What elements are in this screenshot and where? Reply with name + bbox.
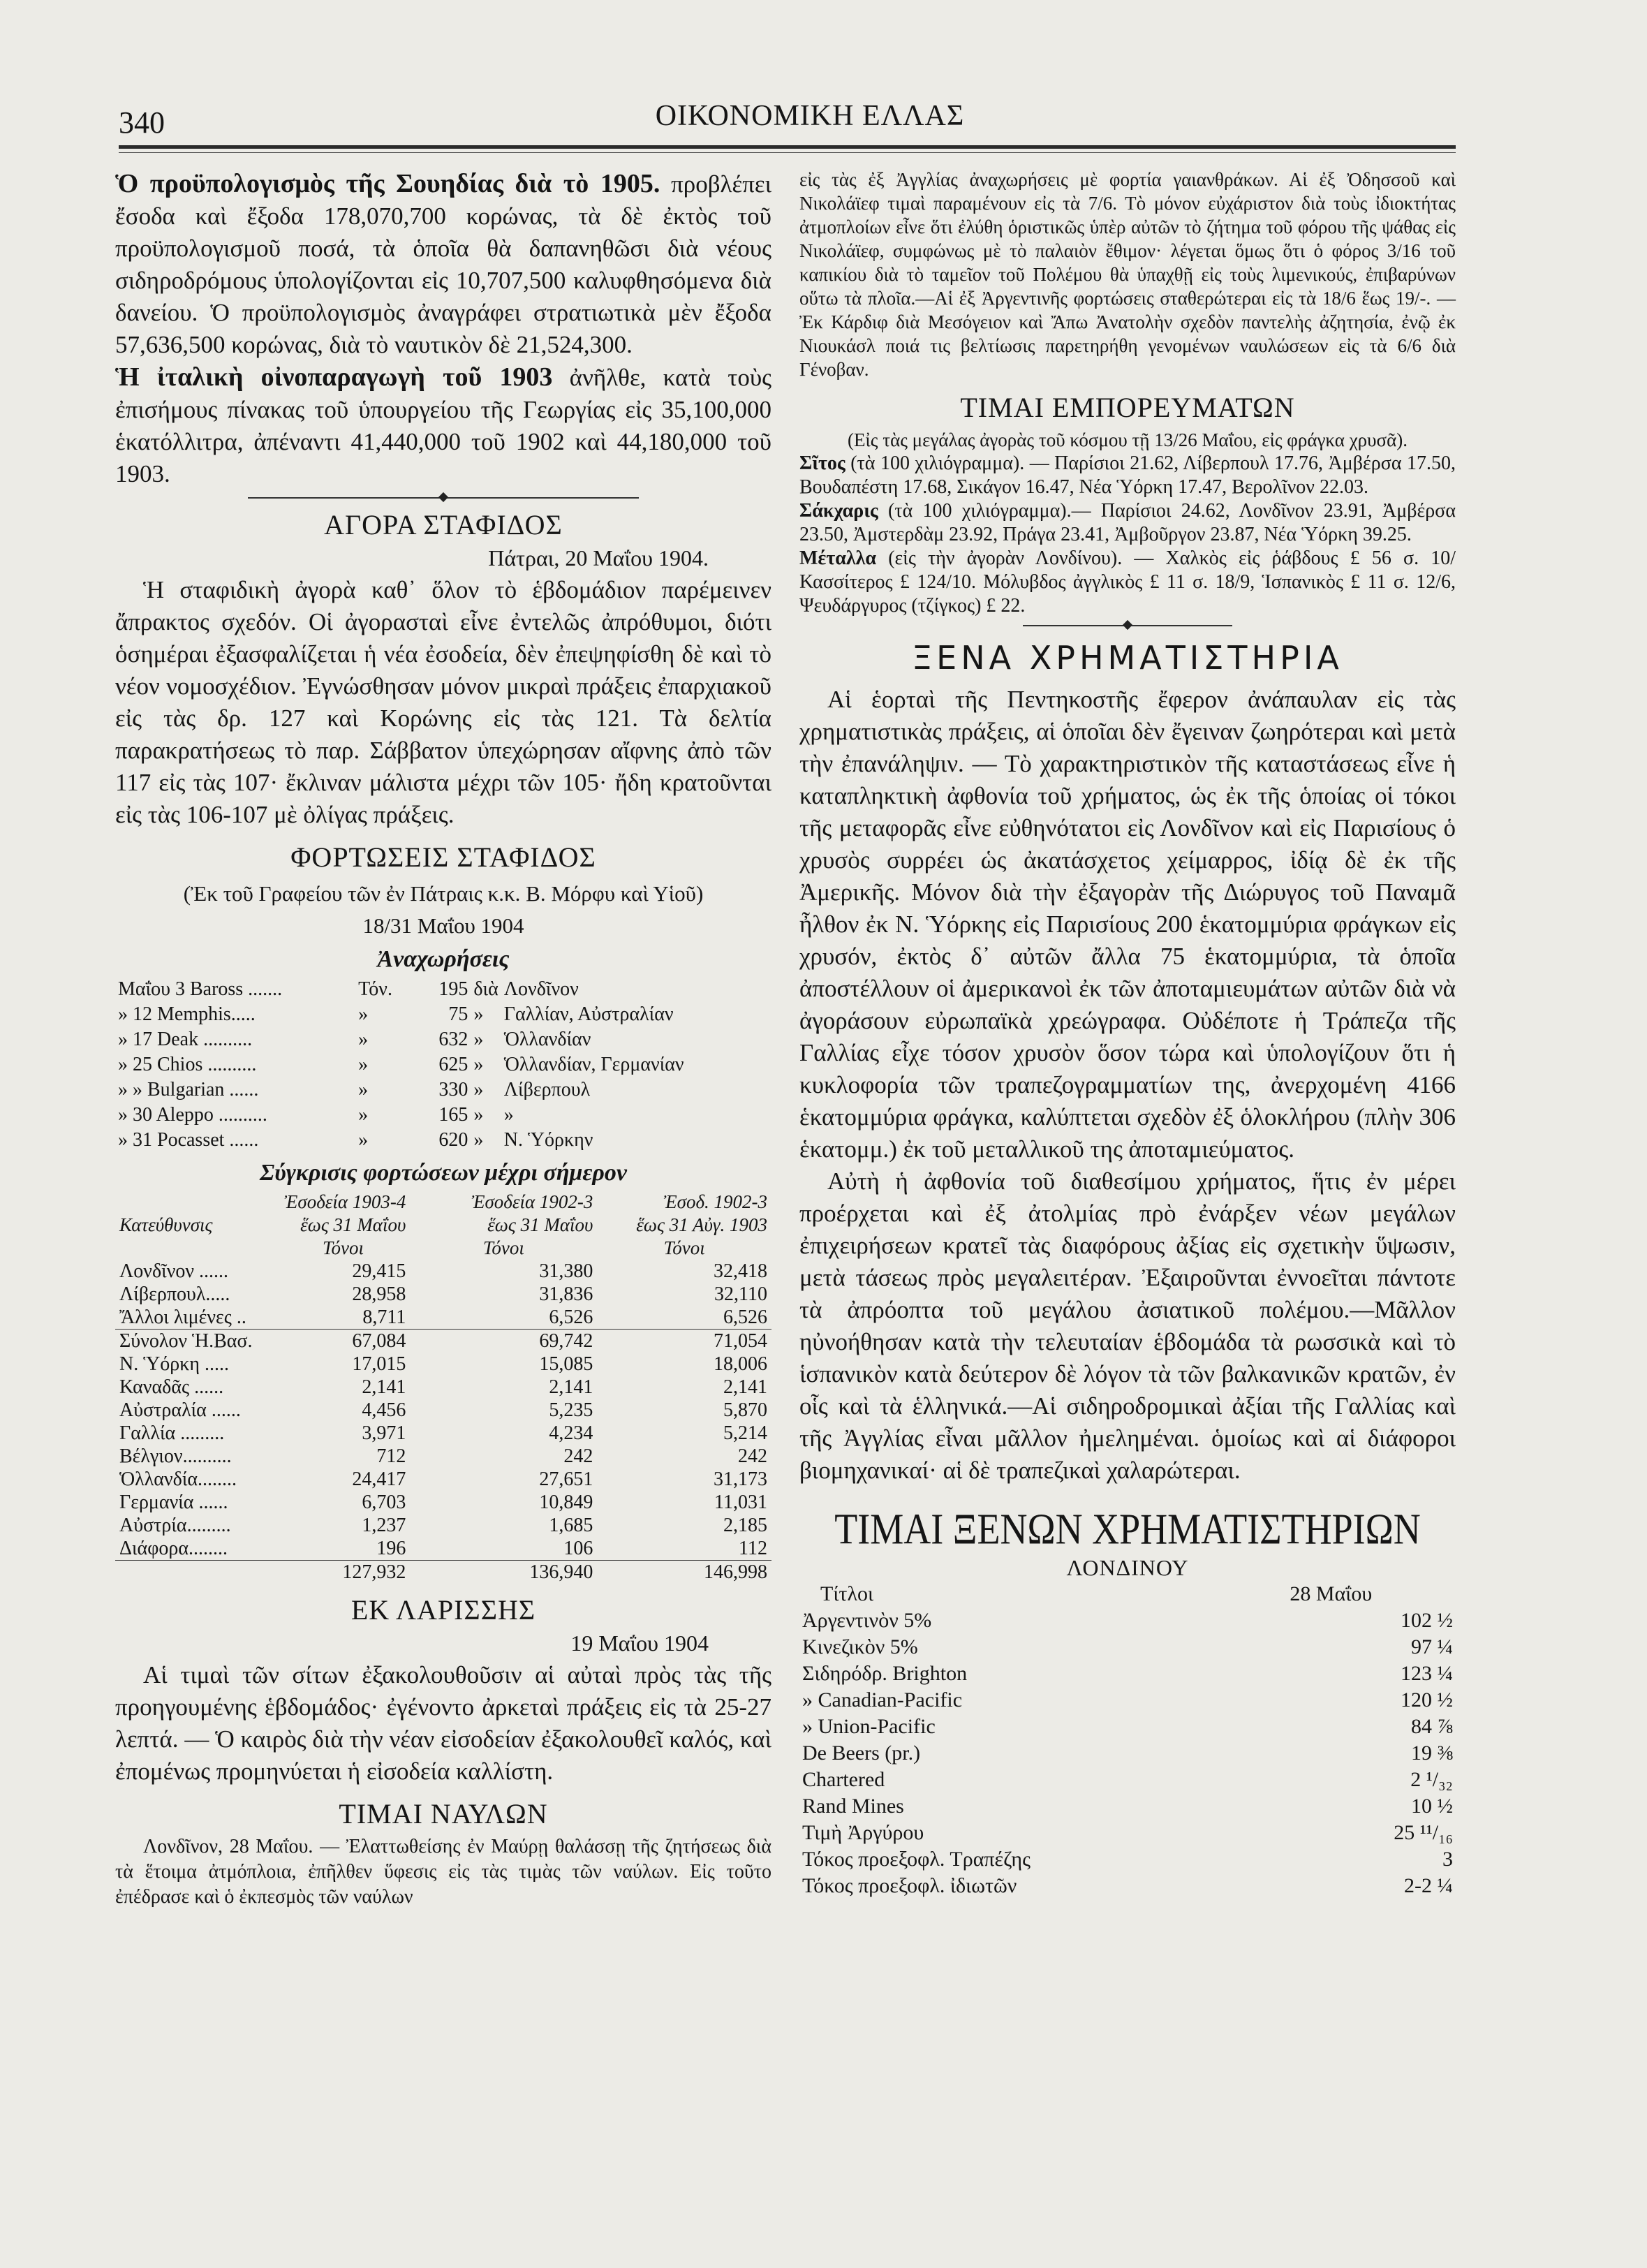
departure-via: »	[473, 1003, 484, 1025]
security-price: 120 ½	[1401, 1688, 1453, 1711]
foreign-price-row	[799, 1793, 1456, 1820]
comparison-total: 127,932	[276, 1561, 411, 1584]
comparison-total-row	[115, 1561, 771, 1584]
comparison-value: 18,006	[714, 1353, 767, 1375]
departure-ship: » 30 Aleppo ..........	[118, 1104, 267, 1126]
departure-destination: Γαλλίαν, Αὐστραλίαν	[503, 1003, 674, 1025]
comparison-value: 2,141	[723, 1376, 767, 1398]
period-3: Ἐσοδ. 1902-3	[663, 1191, 767, 1212]
comparison-value: 242	[563, 1445, 593, 1467]
comparison-direction: Σύνολον Ἡ.Βασ.	[115, 1330, 276, 1353]
security-price: 19 ⅜	[1411, 1742, 1453, 1765]
freight-text: Λονδῖνον, 28 Μαΐου. — Ἐλαττωθείσης ἐν Μαύρῃ θαλάσσῃ τῆς ζητήσεως διὰ τὰ ἕτοιμα ἀτμόπλοια, ἐπῆλθεν ὕφεσις εἰς τὰς τιμὰς τῶν ναύλων. Εἰς τοῦτο ἐπέδρασε καὶ ὁ ἐκπεσμὸς τῶν ναύλων	[115, 1836, 771, 1908]
security-name: Τόκος προεξοφλ. ἰδιωτῶν	[802, 1874, 1017, 1897]
comparison-value: 15,085	[539, 1353, 593, 1375]
departure-tons: 330	[438, 1079, 468, 1100]
departure-unit: »	[358, 1029, 369, 1050]
comparison-value: 2,185	[723, 1515, 767, 1536]
security-price: 3	[1442, 1848, 1453, 1871]
comparison-direction: Ν. Ὑόρκη .....	[119, 1353, 230, 1375]
comparison-direction: Βέλγιον..........	[119, 1445, 232, 1467]
comparison-total	[115, 1561, 276, 1584]
comparison-direction: Λονδῖνον ......	[119, 1260, 229, 1282]
comparison-value: 712	[376, 1445, 406, 1467]
col-3: ἕως 31 Αὐγ. 1903	[636, 1214, 767, 1235]
bourses-paragraph-2: Αὐτὴ ἡ ἀφθονία τοῦ διαθεσίμου χρήματος, ἥτις ἐν μέρει προέρχεται καὶ ἐξ ἀτολμίας πρὸ ἐνάρξεν νέων μεγάλων ἐπιχειρήσεων κρατεῖ τὰς διαφόρους ἀξίας εἰς σχετικὴν ὕψωσιν, μετὰ τάσεως πρὸς μεγαλειτέραν. Ἐξαιροῦνται ἐννοεῖται πάντοτε τὰ ἀπρόοπτα τοῦ μεγάλου ἀσιατικοῦ πολέμου.—Μᾶλλον ηὐνοήθησαν κατὰ τὴν τελευταίαν ἑβδομάδα τὰ ρωσσικὰ καὶ τὸ ἱσπανικὸν κατὰ δεύτερον δὲ λόγον τὰ τῶν βαλκανικῶν κρατῶν, ἐν οἷς καὶ τὰ ἑλληνικά.—Αἱ σιδηροδρομικαὶ ἀξίαι τῆς Γαλλίας καὶ τῆς Ἀγγλίας εἶναι μᾶλλον ἠμελημέναι. ὁμοίως καὶ αἱ διάφοροι βιομηχανικαί· αἱ δὲ τραπεζικαὶ χαλαρώτεραι.	[799, 1168, 1456, 1484]
comparison-value: 196	[376, 1538, 406, 1559]
departure-unit: »	[358, 1054, 369, 1075]
comparison-row	[115, 1260, 771, 1283]
sugar-lead: Σάκχαρις	[799, 500, 878, 522]
unit-3: Τόνοι	[663, 1237, 705, 1258]
comparison-row	[115, 1353, 771, 1376]
comparison-row	[115, 1330, 771, 1353]
period-1: Ἐσοδεία 1903-4	[284, 1191, 406, 1212]
departure-unit: Τόν.	[358, 978, 392, 1000]
comparison-value: 2,141	[549, 1376, 593, 1398]
larissa-dateline: 19 Μαΐου 1904	[570, 1630, 709, 1656]
wine-paragraph	[115, 361, 771, 490]
departure-row	[115, 1002, 771, 1027]
comparison-value: 2,141	[362, 1376, 406, 1398]
comparison-value: 5,235	[549, 1399, 593, 1421]
comparison-value: 106	[563, 1538, 593, 1559]
departure-destination: Ν. Ὑόρκην	[503, 1129, 593, 1151]
security-name: » Union-Pacific	[802, 1715, 936, 1738]
comparison-value: 6,703	[362, 1492, 406, 1513]
wine-lead: Ἡ ἰταλικὴ οἰνοπαραγωγὴ τοῦ 1903	[115, 362, 553, 392]
comparison-direction: Ὁλλανδία........	[119, 1468, 237, 1490]
wheat-text: (τὰ 100 χιλιόγραμμα). — Παρίσιοι 21.62, Λίβερπουλ 17.76, Ἀμβέρσα 17.50, Βουδαπέστη 17.68, Σικάγον 16.47, Νέα Ὑόρκη 17.47, Βερολῖνον 22.03.	[799, 452, 1456, 498]
departure-row	[115, 1052, 771, 1077]
comparison-row	[115, 1376, 771, 1399]
period-2: Ἐσοδεία 1902-3	[471, 1191, 593, 1212]
comparison-row	[115, 1306, 771, 1330]
foreign-price-row	[799, 1846, 1456, 1873]
foreign-city: ΛΟΝΔΙΝΟΥ	[1066, 1555, 1189, 1580]
departures-title: Ἀναχωρήσεις	[377, 946, 510, 972]
security-price: 97 ¼	[1411, 1635, 1453, 1658]
security-price: 84 ⅞	[1411, 1715, 1453, 1738]
security-name: Σιδηρόδρ. Brighton	[802, 1662, 968, 1685]
shipments-source: (Ἐκ τοῦ Γραφείου τῶν ἐν Πάτραις κ.κ. Β. Μόρφυ καὶ Υἱοῦ)	[183, 881, 704, 906]
departure-via: »	[473, 1054, 484, 1075]
foreign-price-row	[799, 1767, 1456, 1793]
foreign-price-row	[799, 1714, 1456, 1740]
comparison-value: 6,526	[549, 1306, 593, 1328]
col-titles: Τίτλοι	[820, 1582, 874, 1605]
prices-note: (Εἰς τὰς μεγάλας ἀγορὰς τοῦ κόσμου τῇ 13/26 Μαΐου, εἰς φράγκα χρυσᾶ).	[848, 429, 1408, 450]
departure-via: »	[473, 1079, 484, 1100]
security-price: 10 ½	[1411, 1795, 1453, 1818]
departure-row	[115, 1077, 771, 1103]
comparison-direction: Γαλλία .........	[119, 1422, 225, 1444]
right-column	[799, 168, 1456, 1899]
foreign-price-row	[799, 1634, 1456, 1660]
comparison-row	[115, 1514, 771, 1537]
foreign-price-row	[799, 1820, 1456, 1846]
security-name: Τιμὴ Ἀργύρου	[802, 1821, 924, 1844]
market-dateline: Πάτραι, 20 Μαΐου 1904.	[488, 545, 709, 570]
departure-tons: 620	[438, 1129, 468, 1151]
comparison-value: 242	[738, 1445, 767, 1467]
col-date: 28 Μαΐου	[1290, 1582, 1373, 1605]
shipments-date: 18/31 Μαΐου 1904	[362, 913, 524, 938]
larissa-text: Αἱ τιμαὶ τῶν σίτων ἐξακολουθοῦσιν αἱ αὐταὶ πρὸς τὰς τῆς προηγουμένης ἑβδομάδος· ἐγένοντο ἀρκεταὶ πράξεις εἰς τὰ 25-27 λεπτά. — Ὁ καιρὸς διὰ τὴν νέαν εἰσοδείαν ἐξακολουθεῖ καλός, καὶ ἐπομένως προμηνύεται ἡ εἰσοδεία καλλίστη.	[115, 1661, 771, 1785]
departure-row	[115, 1103, 771, 1128]
comparison-direction: Αὐστραλία ......	[119, 1399, 241, 1421]
comparison-value: 67,084	[276, 1330, 411, 1353]
departure-ship: » 17 Deak ..........	[118, 1029, 253, 1050]
comparison-value: 24,417	[352, 1468, 406, 1490]
security-price: 2-2 ¼	[1404, 1874, 1453, 1897]
comparison-title: Σύγκρισις φορτώσεων μέχρι σήμερον	[260, 1160, 627, 1186]
prices-metals	[799, 547, 1456, 618]
departure-via: »	[473, 1029, 484, 1050]
market-title: ΑΓΟΡΑ ΣΤΑΦΙΔΟΣ	[324, 509, 563, 540]
departure-unit: »	[358, 1129, 369, 1151]
comparison-row	[115, 1445, 771, 1468]
departure-ship: » 12 Memphis.....	[118, 1003, 256, 1025]
comparison-row	[115, 1399, 771, 1422]
sugar-text: (τὰ 100 χιλιόγραμμα).— Παρίσιοι 24.62, Λονδῖνον 23.91, Ἀμβέρσα 23.50, Ἀμστερδὰμ 23.92, Πράγα 23.41, Ἀμβοῦργον 23.87, Νέα Ὑόρκη 39.25.	[799, 500, 1456, 545]
comparison-direction: Αὐστρία.........	[119, 1515, 231, 1536]
departure-ship: Μαΐου 3 Baross .......	[118, 978, 283, 1000]
security-name: De Beers (pr.)	[802, 1742, 921, 1765]
shipments-title: ΦΟΡΤΩΣΕΙΣ ΣΤΑΦΙΔΟΣ	[290, 841, 596, 873]
security-name: » Canadian-Pacific	[802, 1688, 963, 1711]
market-text: Ἡ σταφιδικὴ ἀγορὰ καθ᾽ ὅλον τὸ ἑβδομάδιον παρέμεινεν ἄπρακτος σχεδόν. Οἱ ἀγορασταὶ εἶνε ἐντελῶς ἀπρόθυμοι, διότι ὁσημέραι ἐξασφαλίζεται ἡ νέα ἐσοδεία, δὲν ἐπεψηφίσθη δὲ καὶ τὸ νέον νομοσχέδιον. Ἐγνώσθησαν μόνον μικραὶ πράξεις ἐπαρχιακοῦ εἰς τὰς δρ. 127 καὶ Κορώνης εἰς τὰς 121. Τὰ δελτία παρακρατήσεως τὸ παρ. Σάββατον ὑπεχώρησαν αἴφνης ἀπὸ τῶν 117 εἰς τὰς 107· ἔκλιναν μάλιστα μέχρι τῶν 105· ἤδη κρατοῦνται εἰς τὰς 106-107 μὲ ὀλίγας πράξεις.	[115, 576, 771, 828]
comparison-value: 32,110	[714, 1283, 767, 1305]
comparison-value: 31,380	[539, 1260, 593, 1282]
departure-ship: » 31 Pocasset ......	[118, 1129, 259, 1151]
departure-via: »	[473, 1129, 484, 1151]
comparison-direction: Καναδᾶς ......	[119, 1376, 224, 1398]
comparison-direction: Διάφορα........	[119, 1538, 228, 1559]
metals-text: (εἰς τὴν ἀγορὰν Λονδίνου). — Χαλκὸς εἰς ῥάβδους £ 56 σ. 10/ Κασσίτερος £ 124/10. Μόλυβδος ἀγγλικὸς £ 11 σ. 18/9, Ἱσπανικὸς £ 11 σ. 12/6, Ψευδάργυρος (τζίγκος) £ 22.	[799, 547, 1456, 617]
foreign-price-row	[799, 1687, 1456, 1714]
comparison-table	[115, 1191, 771, 1584]
col-2: ἕως 31 Μαΐου	[487, 1214, 593, 1235]
larissa-title: ΕΚ ΛΑΡΙΣΣΗΣ	[350, 1594, 536, 1626]
wheat-lead: Σῖτος	[799, 452, 845, 474]
comparison-value: 1,237	[362, 1515, 406, 1536]
foreign-price-row	[799, 1740, 1456, 1767]
running-title: ΟΙΚΟΝΟΜΙΚΗ ΕΛΛΑΣ	[655, 100, 965, 132]
wine-text: ἀνῆλθε, κατὰ τοὺς ἐπισήμους πίνακας τοῦ ὑπουργείου τῆς Γεωργίας εἰς 35,100,000 ἑκατόλλιτρα, ἀπέναντι 41,440,000 τοῦ 1902 καὶ 44,180,000 τοῦ 1903.	[115, 364, 772, 487]
foreign-price-row	[799, 1873, 1456, 1899]
comparison-value: 3,971	[362, 1422, 406, 1444]
comparison-value: 31,836	[539, 1283, 593, 1305]
bourses-title: ΞΕΝΑ ΧΡΗΜΑΤΙΣΤΗΡΙΑ	[912, 639, 1343, 677]
comparison-direction: Γερμανία ......	[119, 1492, 228, 1513]
foreign-bourses-title: ΤΙΜΑΙ ΞΕΝΩΝ ΧΡΗΜΑΤΙΣΤΗΡΙΩΝ	[834, 1505, 1421, 1554]
prices-sugar	[799, 499, 1456, 547]
metals-lead: Μέταλλα	[799, 547, 877, 569]
security-name: Κινεζικὸν 5%	[802, 1635, 918, 1658]
freight-title: ΤΙΜΑΙ ΝΑΥΛΩΝ	[339, 1798, 548, 1829]
comparison-value: 28,958	[352, 1283, 406, 1305]
comparison-value: 5,214	[723, 1422, 767, 1444]
security-name: Τόκος προεξοφλ. Τραπέζης	[802, 1848, 1031, 1871]
comparison-direction: Λίβερπουλ.....	[119, 1283, 230, 1305]
departure-ship: » 25 Chios ..........	[118, 1054, 257, 1075]
comparison-value: 69,742	[410, 1330, 597, 1353]
comparison-value: 4,456	[362, 1399, 406, 1421]
comparison-total: 136,940	[410, 1561, 597, 1584]
budget-lead: Ὁ προϋπολογισμὸς τῆς Σουηδίας διὰ τὸ 1905.	[115, 169, 660, 198]
departures-table	[115, 977, 771, 1153]
comparison-row	[115, 1422, 771, 1445]
header-rule-thin	[119, 152, 1456, 153]
comparison-value: 11,031	[714, 1492, 767, 1513]
departure-tons: 632	[438, 1029, 468, 1050]
comparison-value: 112	[739, 1538, 767, 1559]
departure-row	[115, 977, 771, 1002]
security-name: Chartered	[802, 1768, 885, 1791]
foreign-prices-table	[799, 1581, 1456, 1899]
security-name: Rand Mines	[802, 1795, 904, 1818]
bourses-paragraph-1: Αἱ ἑορταὶ τῆς Πεντηκοστῆς ἔφερον ἀνάπαυλαν εἰς τὰς χρηματιστικὰς πράξεις, αἱ ὁποῖαι δὲν ἔγειναν ζωηρότεραι καὶ μετὰ τὴν ἐπανάληψιν. — Τὸ χαρακτηριστικὸν τῆς καταστάσεως εἶνε ἡ καταπληκτικὴ ἀφθονία τοῦ χρήματος, ὡς ἐκ τῆς ὁποίας οἱ τόκοι τῆς μεταφορᾶς εἶνε εὐθηνότατοι εἰς Λονδῖνον καὶ εἰς Παρισίους ὁ χρυσὸς συρρέει ὡς ἀκατάσχετος χείμαρρος, ἰδίᾳ δὲ ἐκ τῆς Ἀμερικῆς. Μόνον διὰ τὴν ἐξαγορὰν τῆς Διώρυγος τοῦ Παναμᾶ ἦλθον ἐκ Ν. Ὑόρκης εἰς Παρισίους 200 ἑκατομμύρια φράγκων εἰς χρυσόν, ἐκτὸς δ᾽ αὐτῶν ἄλλα 75 ἑκατομμύρια, τὰ ὁποῖα ἀποστέλλουν οἱ ἀμερικανοὶ ἐκ τῶν ἀποταμιευμάτων αὐτῶν διὰ νὰ ἀγοράσουν εὐρωπαϊκὰ χρεώγραφα. Οὐδέποτε ἡ Τράπεζα τῆς Γαλλίας εἶχε τόσον χρυσὸν ὅσον τώρα καὶ ὑπολογίζουν ὅτι ἡ κυκλοφορία τῶν τραπεζογραμματίων της, ἀνερχομένη 4166 ἑκατομμύρια φράγκα, καλύπτεται σχεδὸν ἐξ ὁλοκλήρου (πλὴν 306 ἑκατομμ.) ἐκ τοῦ μεταλλικοῦ της ἀποταμιεύματος.	[799, 686, 1456, 1163]
departure-tons: 195	[438, 978, 468, 1000]
departure-via: »	[473, 1104, 484, 1126]
departure-row	[115, 1128, 771, 1153]
comparison-row	[115, 1537, 771, 1561]
comparison-row	[115, 1283, 771, 1306]
comparison-value: 27,651	[539, 1468, 593, 1490]
comparison-value: 4,234	[549, 1422, 593, 1444]
departure-tons: 75	[448, 1003, 468, 1025]
foreign-price-row	[799, 1660, 1456, 1687]
security-price: 2 ¹/₃₂	[1410, 1768, 1453, 1791]
security-name: Ἀργεντινὸν 5%	[802, 1609, 932, 1632]
comparison-value: 5,870	[723, 1399, 767, 1421]
section-separator-right	[1023, 625, 1232, 626]
page-number: 340	[119, 105, 165, 140]
budget-text: προβλέπει ἔσοδα καὶ ἔξοδα 178,070,700 κορώνας, τὰ δὲ ἐκτὸς τοῦ προϋπολογισμοῦ ποσά, τὰ ὁποῖα θὰ δαπανηθῶσι διὰ νέους σιδηροδρόμους ὑπολογίζονται εἰς 10,707,500 καλυφθησόμενα διὰ δανείου. Ὁ προϋπολογισμὸς ἀναγράφει στρατιωτικὰ μὲν ἔξοδα 57,636,500 κορώνας, διὰ τὸ ναυτικὸν δὲ 21,524,300.	[115, 170, 772, 358]
unit-1: Τόνοι	[322, 1237, 364, 1258]
departure-via: διὰ	[473, 978, 498, 1000]
prices-wheat	[799, 452, 1456, 499]
departure-destination: Ὁλλανδίαν, Γερμανίαν	[503, 1054, 684, 1075]
security-price: 102 ½	[1401, 1609, 1453, 1632]
departure-destination: Λίβερπουλ	[503, 1079, 591, 1100]
departure-unit: »	[358, 1079, 369, 1100]
comparison-value: 29,415	[352, 1260, 406, 1282]
comparison-value: 31,173	[714, 1468, 767, 1490]
departure-destination: Λονδῖνον	[503, 978, 579, 1000]
comparison-value: 8,711	[362, 1306, 406, 1328]
col-direction: Κατεύθυνσις	[119, 1214, 213, 1235]
comparison-value: 1,685	[549, 1515, 593, 1536]
departure-destination: Ὁλλανδίαν	[503, 1029, 591, 1050]
foreign-header-row	[799, 1581, 1456, 1607]
comparison-row	[115, 1468, 771, 1491]
departure-unit: »	[358, 1003, 369, 1025]
comparison-value: 32,418	[714, 1260, 767, 1282]
header-rule	[119, 145, 1456, 149]
comparison-periods-row	[115, 1191, 771, 1214]
security-price: 25 ¹¹/₁₆	[1394, 1821, 1453, 1844]
departure-tons: 625	[438, 1054, 468, 1075]
freight-continued: εἰς τὰς ἐξ Ἀγγλίας ἀναχωρήσεις μὲ φορτία γαιανθράκων. Αἱ ἐξ Ὀδησσοῦ καὶ Νικολάϊεφ τιμαὶ παραμένουν εἰς τὰ 7/6. Τὸ μόνον εὐχάριστον διὰ τοὺς ἰδιοκτήτας ἀτμοπλοίων εἶνε ὅτι ἐλύθη ὁριστικῶς ὑπὲρ αὐτῶν τὸ ζήτημα τοῦ φόρου τῆς ψάθας εἰς Νικολάϊεφ, συμφώνως μὲ τὸ παλαιὸν ἔθιμον· λέγεται ὅμως ὅτι ὁ φόρος 3/16 τοῦ καπικίου διὰ τὸ ταμεῖον τοῦ Πολέμου θὰ ὑπαχθῇ εἰς τοὺς λιμενικούς, ἐπιβαρύνων οὕτω τὰ πλοῖα.—Αἱ ἐξ Ἀργεντινῆς φορτώσεις σταθερώτεραι εἰς τὰ 18/6 ἕως 19/-. — Ἐκ Κάρδιφ διὰ Μεσόγειον καὶ Ἄπω Ἀνατολὴν σχεδὸν παντελὴς ἀζητησία, ἐνῷ ἐκ Νιουκάσλ ποιά τις βελτίωσις παρετηρήθη γενομένων ναυλώσεων εἰς τὰ 6/6 διὰ Γένοβαν.	[799, 169, 1456, 380]
section-separator	[248, 497, 639, 499]
comparison-value: 17,015	[352, 1353, 406, 1375]
foreign-price-row	[799, 1607, 1456, 1634]
departure-destination: »	[503, 1104, 514, 1126]
col-1: ἕως 31 Μαΐου	[300, 1214, 406, 1235]
left-column	[115, 168, 771, 1910]
budget-paragraph	[115, 168, 771, 361]
comparison-header-row	[115, 1214, 771, 1237]
prices-title: ΤΙΜΑΙ ΕΜΠΟΡΕΥΜΑΤΩΝ	[960, 392, 1295, 423]
comparison-units-row	[115, 1237, 771, 1260]
comparison-value: 10,849	[539, 1492, 593, 1513]
departure-ship: » » Bulgarian ......	[118, 1079, 259, 1100]
departure-unit: »	[358, 1104, 369, 1126]
departure-row	[115, 1027, 771, 1052]
comparison-total: 146,998	[597, 1561, 771, 1584]
security-price: 123 ¼	[1401, 1662, 1453, 1685]
comparison-value: 6,526	[723, 1306, 767, 1328]
comparison-direction: Ἄλλοι λιμένες ..	[119, 1306, 246, 1328]
comparison-value: 71,054	[597, 1330, 771, 1353]
comparison-row	[115, 1491, 771, 1514]
unit-2: Τόνοι	[482, 1237, 524, 1258]
departure-tons: 165	[438, 1104, 468, 1126]
